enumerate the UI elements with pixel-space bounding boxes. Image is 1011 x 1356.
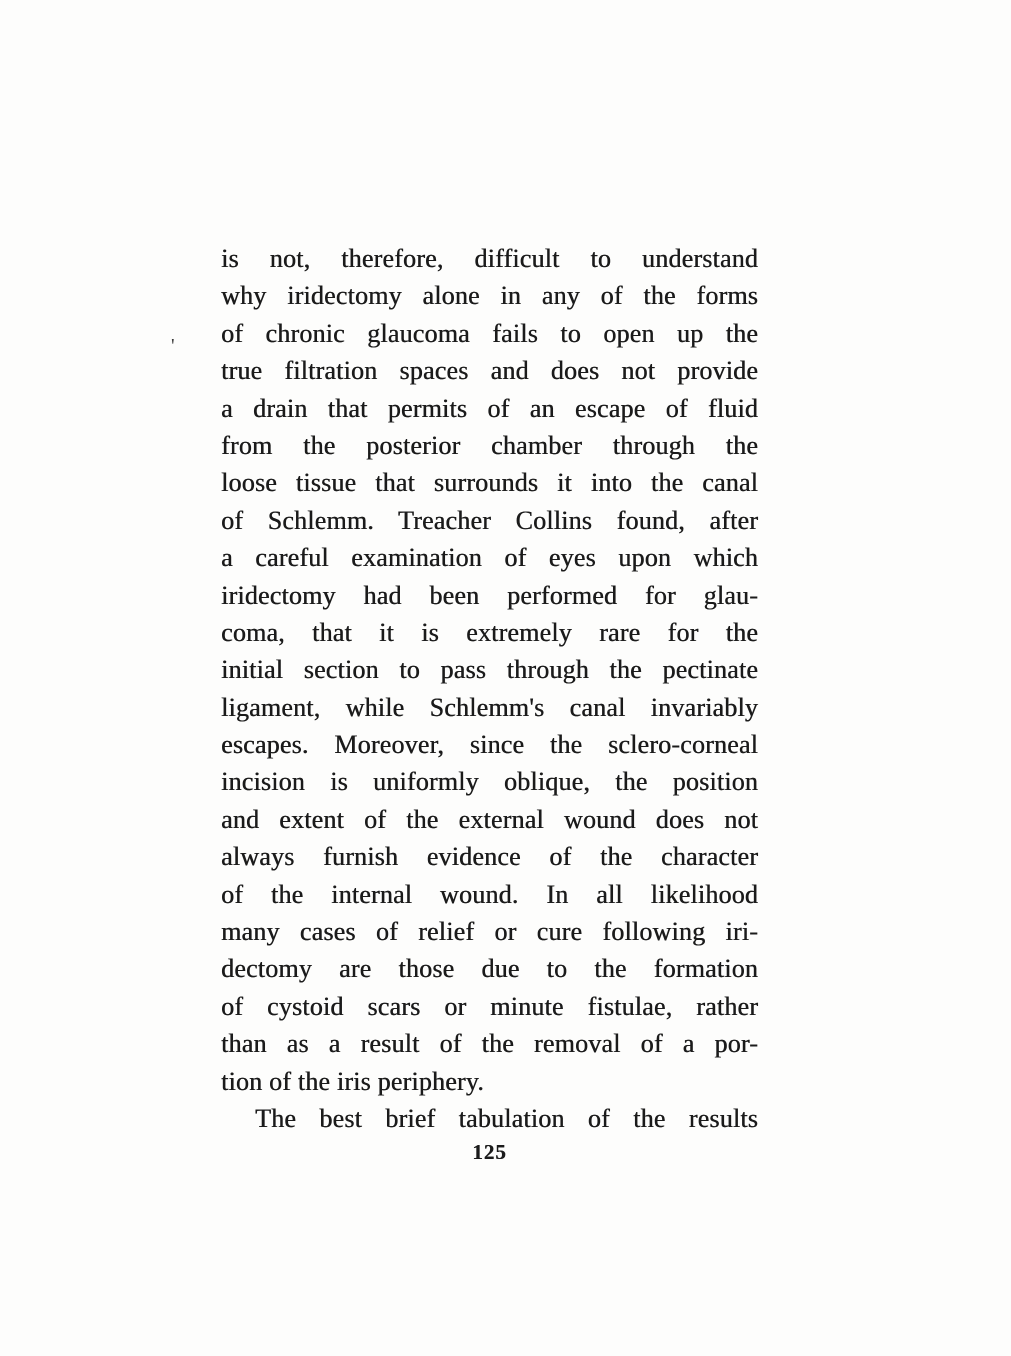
- text-line: escapes. Moreover, since the sclero-corneal: [221, 730, 758, 760]
- body-text: [221, 240, 758, 1137]
- text-line: always furnish evidence of the character: [221, 842, 758, 872]
- text-line: and extent of the external wound does not: [221, 804, 758, 834]
- text-line: initial section to pass through the pectinate: [221, 655, 758, 685]
- text-line: ligament, while Schlemm's canal invariably: [221, 692, 758, 722]
- page-number: 125: [472, 1140, 507, 1164]
- text-line: incision is uniformly oblique, the position: [221, 767, 758, 797]
- text-line: many cases of relief or cure following iri-: [221, 917, 758, 947]
- text-line: The best brief tabulation of the results: [255, 1103, 758, 1133]
- text-line: coma, that it is extremely rare for the: [221, 617, 758, 647]
- margin-tick-mark: ': [171, 335, 175, 357]
- text-line: of cystoid scars or minute fistulae, rather: [221, 991, 758, 1021]
- text-line: from the posterior chamber through the: [221, 430, 758, 460]
- text-line: of the internal wound. In all likelihood: [221, 879, 758, 909]
- text-line: true filtration spaces and does not provide: [221, 356, 758, 386]
- text-line: than as a result of the removal of a por-: [221, 1029, 758, 1059]
- text-line: is not, therefore, difficult to understand: [221, 244, 758, 273]
- text-line: a careful examination of eyes upon which: [221, 543, 758, 573]
- text-line: a drain that permits of an escape of fluid: [221, 393, 758, 423]
- text-line: of Schlemm. Treacher Collins found, after: [221, 505, 758, 535]
- text-line: dectomy are those due to the formation: [221, 954, 758, 984]
- text-line: of chronic glaucoma fails to open up the: [221, 318, 758, 348]
- text-line: iridectomy had been performed for glau-: [221, 580, 758, 610]
- text-line: why iridectomy alone in any of the forms: [221, 281, 758, 311]
- text-line: loose tissue that surrounds it into the canal: [221, 468, 758, 498]
- text-line: tion of the iris periphery.: [221, 1066, 484, 1096]
